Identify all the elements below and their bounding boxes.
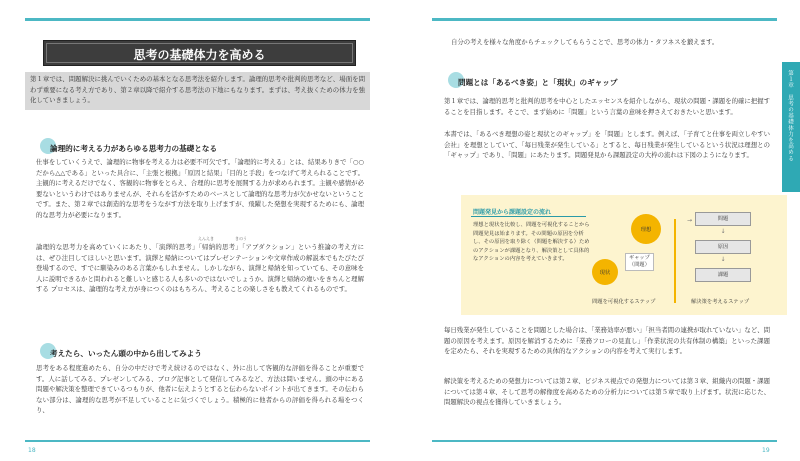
problem-to-issue-diagram	[461, 195, 787, 315]
diagram-text: 理想と現状を比較し、問題を可視化することから問題発見は始まります。その問題の原因を分析し、その原因を取り除く（問題を解決する）ためのアクションが課題となり、解決策として具体的なアクションの内容を考えていきます。	[473, 222, 590, 263]
ideal-circle: 理想	[631, 214, 661, 244]
section-heading-problem: 問題とは「あるべき姿」と「現状」のギャップ	[458, 77, 617, 88]
ruby-deduction: えんえき	[198, 236, 214, 241]
reality-circle: 現状	[592, 259, 618, 285]
section3-body-b: 本書では、「あるべき理想の姿と現状とのギャップ」を「問題」とします。例えば、「子育てと仕事を両立しやすい会社」を理想としていて、「毎日残業が発生している」とすると、毎日残業が発生しているという状況は理想との「ギャップ」であり、「問題」にあたります。問題発見から課題設定の大枠の流れは下図のようになります。	[444, 130, 770, 160]
section2-body: 思考をある程度進めたら、自分の中だけで考え続けるのではなく、外に出して客観的な評価を得ることが重要です。人に話してみる、プレゼンしてみる、ブログ記事として発信してみるなど、方法は問いません。頭の中にある問題や解決策を整理できているつもりが、他者に伝えようとすると伝わらないポイントが出てきます。その伝わらない部分は、論理的な思考が不足していることに気づくでしょう。積極的に他者からの評価を得られる場をつくり、	[36, 364, 364, 415]
arrow-right-icon: →	[687, 217, 693, 224]
bottom-rule	[432, 440, 777, 442]
gap-label: ギャップ （問題）	[625, 253, 654, 271]
top-rule	[432, 18, 777, 21]
diagram-title-rule	[471, 216, 586, 217]
section1-body-a: 仕事をしていくうえで、論理的に物事を考える力は必要不可欠です。「論理的に考える」とは、結果ありきで「○○だから△△である」といった具合に、「主張と根拠」「原因と結果」「目的と手段」をつなげて考えられることです。主観的に考えるだけでなく、客観的に物事をとらえ、合理的に思考を展開する力が求められます。主観や感情が必要ないというわけではありませんが、それらを活かすためのベースとして論理的な思考力が欠かせないということです。また、第２章では創造的な思考をうながす方法を取り上げますが、飛躍した発想を実現するためにも、論理的な思考力が必要になります。	[36, 158, 364, 219]
step-issue: 課題	[695, 268, 751, 282]
chapter-title: 思考の基礎体力を高める	[133, 48, 266, 62]
bottom-rule	[25, 440, 370, 442]
chapter-side-tab: 第１章 思考の基礎体力を高める	[782, 62, 800, 192]
step-problem: 問題	[695, 212, 751, 226]
ruby-induction: きのう	[235, 236, 247, 241]
page-number: 18	[28, 447, 36, 454]
step-cause: 原因	[695, 240, 751, 254]
diagram-title: 問題発見から課題設定の流れ	[473, 209, 552, 216]
section3-body-c: 毎日残業が発生していることを問題とした場合は、「業務効率が悪い」「担当者間の連携が取れていない」など、問題の原因を考えます。原因を解消するために「業務フローの見直し」「作業状況の共有体制の構築」といった課題を定めたら、それを実現するための具体的なアクションの内容を考えて実行します。	[444, 326, 770, 356]
section1-body-b: 論理的な思考力を高めていくにあたり、「演繹的思考」「帰納的思考」「アブダクション」という推論の考え方には、ぜひ注目してほしいと思います。演繹と帰納についてはプレゼンテーションや文章作成の解説本でもたびたび登場するので、すでに馴染みのある言葉かもしれません。しかしながら、演繹と帰納を知っていても、その意味を人に説明できるかと問われると難しいと感じる人も多いのではないでしょうか。演繹と帰納の違いをきちんと理解する プロセスは、論理的な考え方が身につくのはもちろん、考えることの楽しさをも教えてくれるものです。	[36, 243, 364, 294]
intro-text: 第１章では、問題解決に挑んでいくための基本となる思考法を紹介します。論理的思考や批判的思考など、場面を問わず重要になる考え方であり、第２章以降で紹介する思考法の下地にもなります。まずは、考え抜くための体力を強化していきましょう。	[30, 75, 365, 105]
chapter-title-box	[43, 40, 356, 66]
arrow-down-icon: ↓	[720, 228, 726, 235]
problem-flow-line	[674, 219, 676, 303]
page-number: 19	[762, 447, 770, 454]
section-heading-output: 考えたら、いったん頭の中から出してみよう	[50, 348, 202, 359]
section-heading-logical: 論理的に考える力があらゆる思考力の基礎となる	[50, 143, 217, 154]
section3-body-d: 解決策を考えるための発想力については第２章、ビジネス視点での発想力については第３章、組織内の問題・課題については第４章、そして思考の解像度を高めるための分析力については第５章で取り上げます。状況に応じた、問題解決の視点を獲得していきましょう。	[444, 377, 770, 407]
arrow-down-icon: ↓	[720, 256, 726, 263]
top-rule	[25, 18, 370, 21]
caption-problem: 問題を可視化するステップ	[592, 299, 656, 305]
caption-solution: 解決策を考えるステップ	[691, 299, 750, 305]
section3-body-a: 第１章では、論理的思考と批判的思考を中心としたエッセンスを紹介しながら、現状の問題・課題を的確に把握することを目指します。そこで、まず始めに「問題」という言葉の意味を押さえておきたいと思います。	[444, 97, 770, 116]
top-text: 自分の考えを様々な角度からチェックしてもらうことで、思考の体力・タフネスを鍛えます。	[451, 38, 719, 46]
